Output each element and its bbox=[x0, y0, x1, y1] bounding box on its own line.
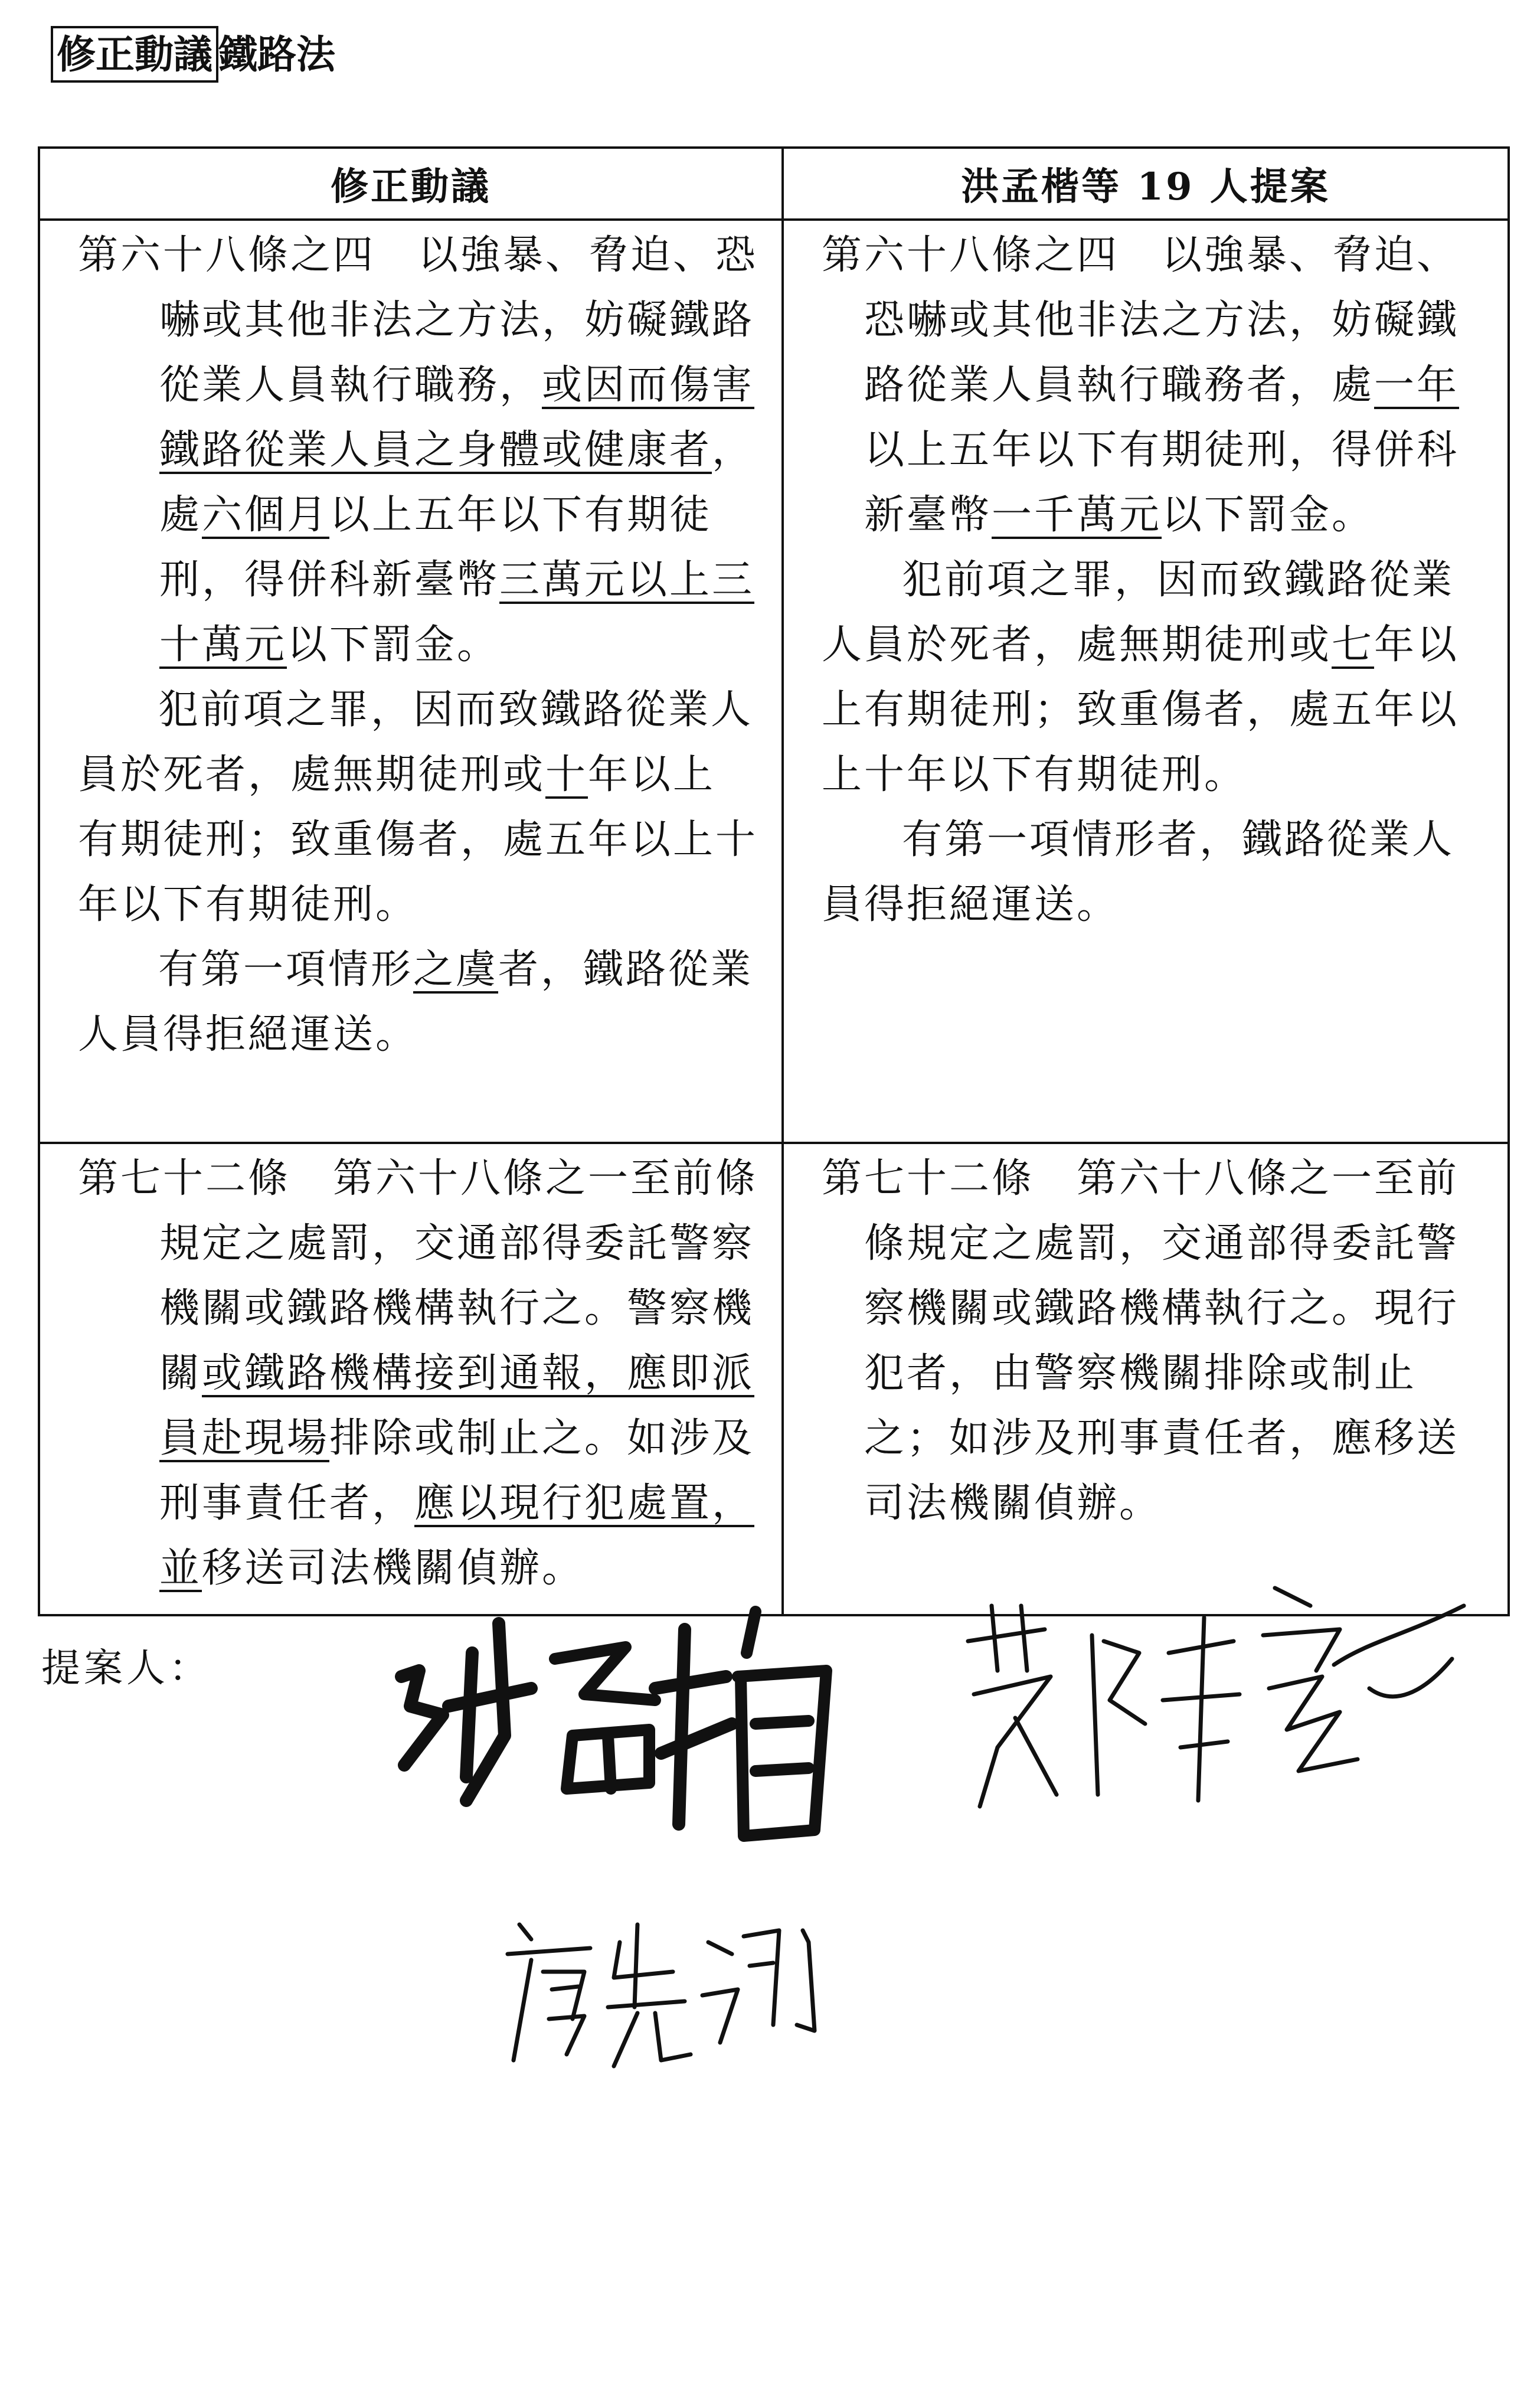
law-name: 鐵路法 bbox=[218, 31, 335, 77]
table-header-row bbox=[39, 148, 1509, 220]
proposer-label: 提案人： bbox=[41, 1645, 211, 1691]
paragraph: 第六十八條之四 以強暴、脅迫、恐嚇或其他非法之方法，妨礙鐵路從業人員執行職務，或因而傷害鐵路從業人員之身體或健康者，處六個月以上五年以下有期徒刑，得併科新臺幣三萬元以上三十萬元以下罰金。 bbox=[78, 232, 758, 668]
document-title bbox=[51, 26, 335, 83]
table-row bbox=[39, 220, 1509, 1143]
header-original-proposal: 洪孟楷等 19 人提案 bbox=[783, 148, 1509, 220]
table-row bbox=[39, 1143, 1509, 1615]
paragraph: 第六十八條之四 以強暴、脅迫、恐嚇或其他非法之方法，妨礙鐵路從業人員執行職務者，處一年以上五年以下有期徒刑，得併科新臺幣一千萬元以下罰金。 bbox=[822, 232, 1460, 538]
paragraph: 有第一項情形之虞者，鐵路從業人員得拒絕運送。 bbox=[78, 946, 754, 1058]
paragraph: 第七十二條 第六十八條之一至前條規定之處罰，交通部得委託警察機關或鐵路機構執行之。現行犯者，由警察機關排除或制止之；如涉及刑事責任者，應移送司法機關偵辦。 bbox=[822, 1155, 1460, 1527]
cell-proposal-art72 bbox=[783, 1143, 1509, 1615]
motion-label: 修正動議 bbox=[51, 26, 218, 83]
signature-liao bbox=[496, 1907, 850, 2086]
header-amendment: 修正動議 bbox=[39, 148, 783, 220]
cell-amendment-art72 bbox=[39, 1143, 783, 1615]
signature-tsai bbox=[956, 1570, 1476, 1821]
paragraph: 第七十二條 第六十八條之一至前條規定之處罰，交通部得委託警察機關或鐵路機構執行之。警察機關或鐵路機構接到通報，應即派員赴現場排除或制止之。如涉及刑事責任者，應以現行犯處置，並移送司法機關偵辦。 bbox=[78, 1155, 758, 1592]
paragraph: 犯前項之罪，因而致鐵路從業人員於死者，處無期徒刑或七年以上有期徒刑；致重傷者，處五年以上十年以下有期徒刑。 bbox=[822, 557, 1460, 798]
paragraph: 有第一項情形者，鐵路從業人員得拒絕運送。 bbox=[822, 816, 1455, 928]
signature-hung bbox=[378, 1588, 850, 1862]
cell-amendment-art68-4 bbox=[39, 220, 783, 1143]
comparison-table bbox=[38, 146, 1510, 1616]
cell-proposal-art68-4 bbox=[783, 220, 1509, 1143]
paragraph: 犯前項之罪，因而致鐵路從業人員於死者，處無期徒刑或十年以上有期徒刑；致重傷者，處五年以上十年以下有期徒刑。 bbox=[78, 687, 758, 928]
